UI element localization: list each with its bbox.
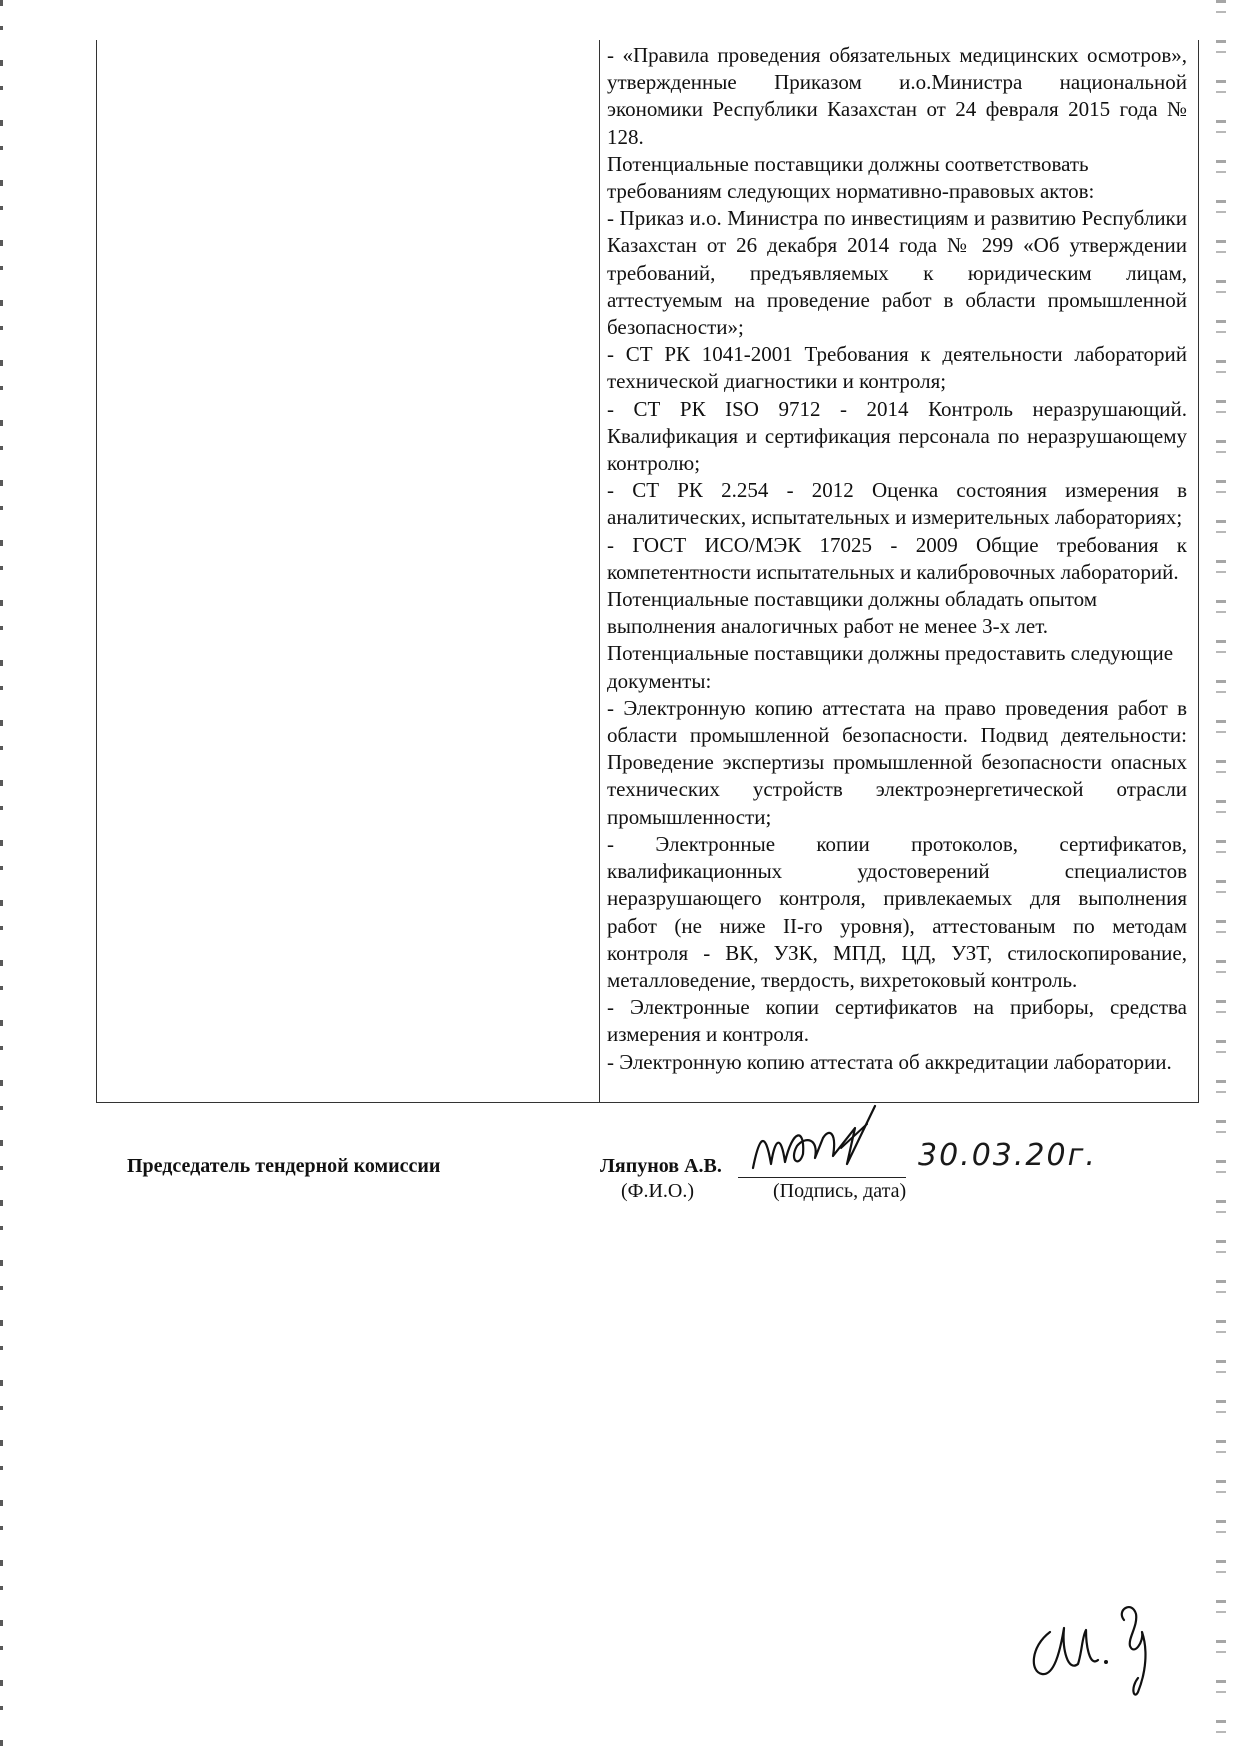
requirement-item: Потенциальные поставщики должны предоставить следующие документы: bbox=[607, 641, 1174, 693]
requirement-item: Потенциальные поставщики должны обладать опытом выполнения аналогичных работ не менее 3-х лет. bbox=[607, 587, 1097, 639]
requirement-item: - Электронную копию аттестата об аккредитации лаборатории. bbox=[607, 1049, 1172, 1074]
handwritten-signature bbox=[745, 1098, 915, 1178]
signatory-name: Ляпунов А.В. bbox=[600, 1155, 722, 1177]
requirement-item: - «Правила проведения обязательных медицинских осмотров», утвержденные Приказом и.о.Министра национальной экономики Республики Казахстан от 24 февраля 2015 года № 128. bbox=[607, 43, 1187, 149]
handwritten-initials bbox=[1020, 1592, 1170, 1702]
scan-edge-left bbox=[0, 0, 3, 1754]
requirement-item: - ГОСТ ИСО/МЭК 17025 - 2009 Общие требования к компетентности испытательных и калибровочных лабораторий. bbox=[607, 532, 1187, 584]
fio-caption: (Ф.И.О.) bbox=[621, 1180, 695, 1202]
requirement-item: - Электронные копии сертификатов на приборы, средства измерения и контроля. bbox=[607, 995, 1187, 1047]
requirement-item: - Электронную копию аттестата на право проведения работ в области промышленной безопасности. Подвид деятельности: Проведение экспертизы промышленной безопасности опасных технических устройств электроэнергетической отрасли промышленности; bbox=[607, 695, 1187, 829]
table-right-border bbox=[1198, 40, 1199, 1102]
signature-date-caption: (Подпись, дата) bbox=[773, 1180, 907, 1202]
requirement-item: - СТ РК ISO 9712 - 2014 Контроль неразрушающий. Квалификация и сертификация персонала по неразрушающему контролю; bbox=[607, 396, 1187, 476]
table-column-divider bbox=[599, 40, 600, 1102]
requirement-item: - Приказ и.о. Министра по инвестициям и развитию Республики Казахстан от 26 декабря 2014 года № 299 «Об утверждении требований, предъявляемых к юридическим лицам, аттестуемым на проведение работ в области промышленной безопасности»; bbox=[607, 206, 1187, 340]
scan-edge-right bbox=[1216, 0, 1226, 1754]
signatory-role: Председатель тендерной комиссии bbox=[127, 1155, 441, 1177]
requirements-table bbox=[96, 40, 1199, 1103]
handwritten-date: 30.03.20г. bbox=[918, 1138, 1097, 1173]
requirement-item: - СТ РК 1041-2001 Требования к деятельности лабораторий технической диагностики и контроля; bbox=[607, 342, 1187, 394]
requirement-item: - Электронные копии протоколов, сертификатов, квалификационных удостоверений специалистов неразрушающего контроля, привлекаемых для выполнения работ (не ниже II-го уровня), аттестованым по методам контроля - ВК, УЗК, МПД, ЦД, УЗТ, стилоскопирование, металловедение, твердость, вихретоковый контроль. bbox=[607, 831, 1187, 992]
requirements-list bbox=[607, 42, 1187, 1076]
requirement-item: - СТ РК 2.254 - 2012 Оценка состояния измерения в аналитических, испытательных и измерительных лабораториях; bbox=[607, 478, 1187, 530]
requirement-item: Потенциальные поставщики должны соответствовать требованиям следующих нормативно-правовых актов: bbox=[607, 151, 1095, 204]
